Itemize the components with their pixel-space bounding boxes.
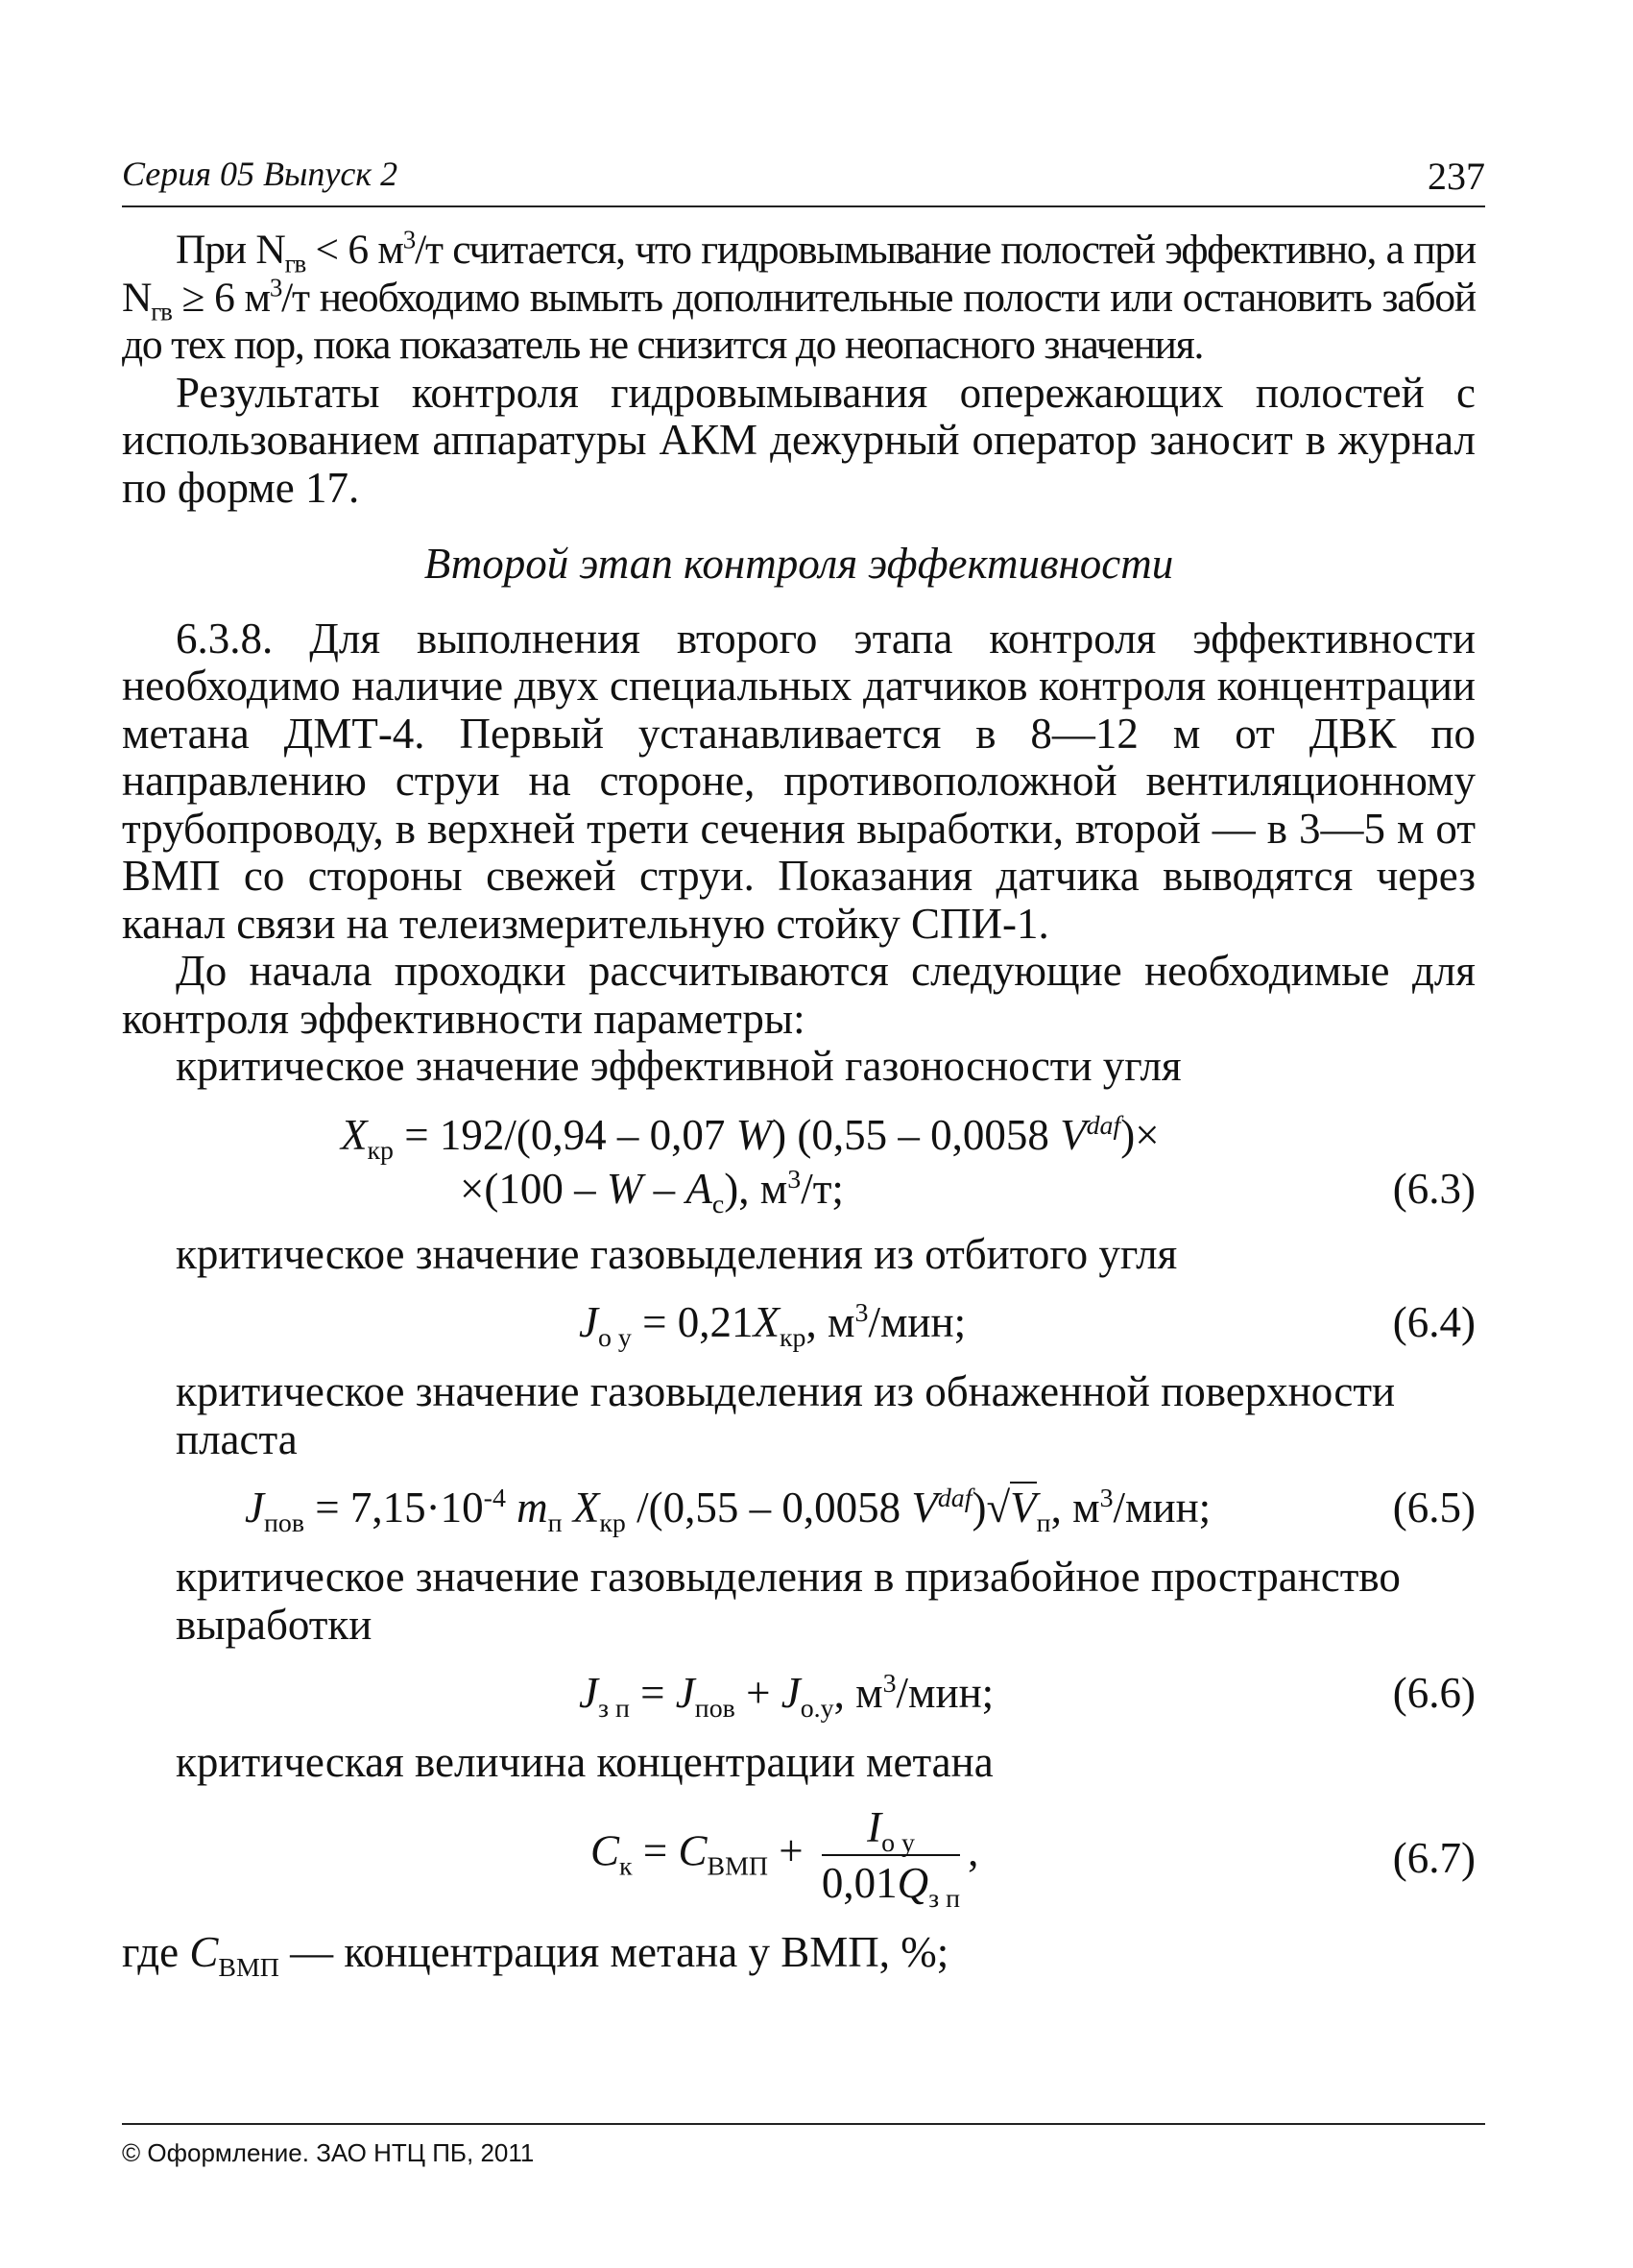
formula-label-6-3: критическое значение эффективной газоносности угля <box>176 1042 1182 1090</box>
formula-6-6 <box>122 1669 1476 1724</box>
paragraph-4: До начала проходки рассчитываются следующие необходимые для контроля эффективности параметры: <box>122 947 1476 1043</box>
formula-label-6-5: критическое значение газовыделения из обнаженной поверхности пласта <box>176 1367 1396 1463</box>
formula-6-4 <box>122 1298 1476 1353</box>
equation-number-6-7: (6.7) <box>1392 1833 1476 1882</box>
formula-6-3 <box>122 1110 1476 1219</box>
formula-label-6-4: критическое значение газовыделения из отбитого угля <box>176 1229 1178 1278</box>
formula-label-6-6: критическое значение газовыделения в призабойное пространство выработки <box>176 1553 1401 1649</box>
section-heading: Второй этап контроля эффективности <box>423 540 1174 588</box>
where-definition: где $C_{ВМП}$ — концентрация метана у ВМП, %; <box>122 1927 949 1983</box>
paragraph-2: Результаты контроля гидровымывания опережающих полостей с использованием аппаратуры АКМ дежурный оператор заносит в журнал по форме 17. <box>122 368 1476 512</box>
equation-number-6-3: (6.3) <box>1392 1164 1476 1213</box>
formula-6-5-expr: $J_{пов} = 7,15\cdot 10^{-4}$ $m_п$ $X_{кр}$ /(0,55 – 0,0058 $V^{daf})√V_п$, $м^3$/мин; <box>245 1484 1212 1538</box>
series-title: Серия 05 Выпуск 2 <box>122 155 398 193</box>
formula-label-6-7: критическая величина концентрации метана <box>176 1738 994 1786</box>
equation-number-6-5: (6.5) <box>1392 1484 1476 1532</box>
equation-number-6-6: (6.6) <box>1392 1669 1476 1717</box>
formula-6-7-expr: $C_к = C_{ВМП}$ + $\frac{I_{о у}}{0,01Q_{з п}}$ , <box>590 1802 979 1914</box>
formula-6-3-line1: $X_{кр} = 192/(0,94 - 0,07$ W) (0,55 – 0,0058 $V^{daf})\times$ <box>341 1110 1160 1166</box>
copyright-footer: © Оформление. ЗАО НТЦ ПБ, 2011 <box>122 2138 535 2167</box>
page-body <box>122 225 1476 1983</box>
formula-6-4-expr: $J_{о у} = 0,21X_{кр}$, $м^3$/мин; <box>579 1298 967 1353</box>
formula-6-7 <box>122 1802 1476 1919</box>
equation-number-6-4: (6.4) <box>1392 1298 1476 1346</box>
formula-6-5 <box>122 1484 1476 1538</box>
paragraph-3: 6.3.8. Для выполнения второго этапа контроля эффективности необходимо наличие двух специальных датчиков контроля концентрации метана ДМТ-4. Первый устанавливается в 8—12 м от ДВК по направлению струи на стороне, противоположной вентиляционному трубопроводу, в верхней трети сечения выработки, второй — в 3—5 м от ВМП со стороны свежей струи. Показания датчика выводятся через канал связи на телеизмерительную стойку СПИ-1. <box>122 614 1476 948</box>
formula-6-6-expr: $J_{з п} = J_{пов} + J_{о.у}$, $м^3$/мин; <box>579 1669 995 1724</box>
running-header <box>122 154 1485 207</box>
page-number: 237 <box>1428 155 1485 198</box>
header-rule <box>122 205 1485 207</box>
footer-rule <box>122 2123 1485 2125</box>
formula-6-3-line2: $\times(100 - W - A_с)$, $м^3/т$; <box>460 1164 844 1219</box>
paragraph-1: При $N_{гв} < 6$ $м^3/т$ считается, что гидровымывание полостей эффективно, а при $N_{гв} \ge 6$ $м^3/т$ необходимо вымыть дополнительные полости или остановить забой до тех пор, пока показатель не снизится до неопасного значения. <box>122 225 1476 368</box>
